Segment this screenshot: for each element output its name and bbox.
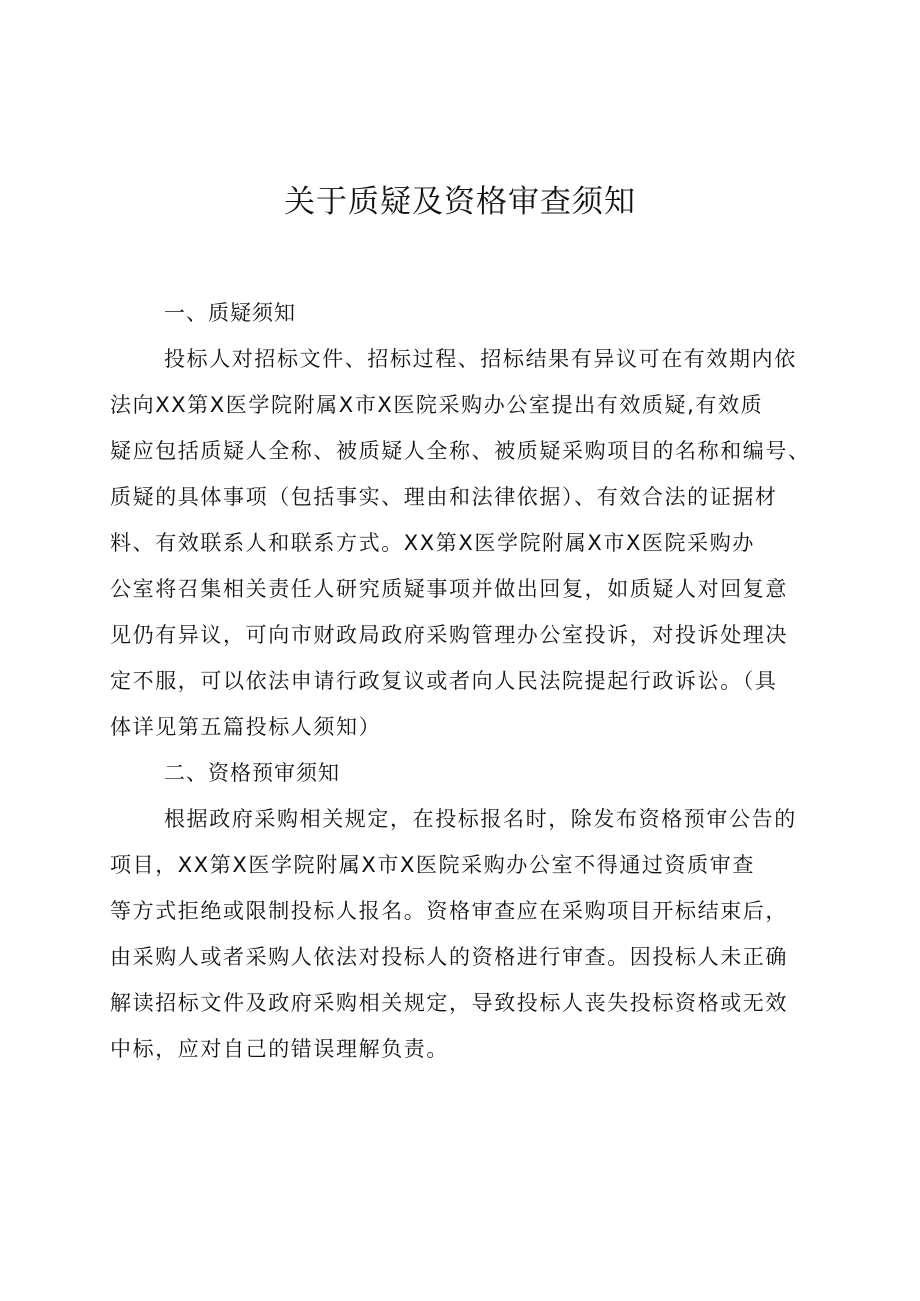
paragraph-line: 料、有效联系人和联系方式。XX第X医学院附属X市X医院采购办 — [110, 531, 755, 555]
paragraph-line: 等方式拒绝或限制投标人报名。资格审查应在采购项目开标结束后， — [110, 899, 788, 923]
section-heading-questions: 一、质疑须知 — [164, 301, 296, 325]
paragraph-line: 根据政府采购相关规定，在投标报名时，除发布资格预审公告的 — [164, 807, 797, 831]
paragraph-line: 法向XX第X医学院附属X市X医院采购办公室提出有效质疑,有效质 — [110, 393, 764, 417]
paragraph-line: 项目，XX第X医学院附属X市X医院采购办公室不得通过资质审查 — [110, 853, 755, 877]
document-title: 关于质疑及资格审查须知 — [284, 184, 636, 220]
paragraph-line: 定不服，可以依法申请行政复议或者向人民法院提起行政诉讼。（具 — [110, 669, 778, 693]
paragraph-line: 见仍有异议，可向市财政局政府采购管理办公室投诉，对投诉处理决 — [110, 623, 788, 647]
document-body — [110, 290, 822, 1072]
paragraph-line: 公室将召集相关责任人研究质疑事项并做出回复，如质疑人对回复意 — [110, 577, 788, 601]
paragraph-line: 疑应包括质疑人全称、被质疑人全称、被质疑采购项目的名称和编号、 — [110, 439, 811, 463]
paragraph-line: 质疑的具体事项（包括事实、理由和法律依据）、有效合法的证据材 — [110, 485, 778, 509]
section-heading-prequalification: 二、资格预审须知 — [164, 761, 340, 785]
paragraph-line: 体详见第五篇投标人须知） — [110, 715, 382, 739]
paragraph-line: 由采购人或者采购人依法对投标人的资格进行审查。因投标人未正确 — [110, 945, 788, 969]
paragraph-line: 中标，应对自己的错误理解负责。 — [110, 1037, 449, 1061]
paragraph-line: 解读招标文件及政府采购相关规定，导致投标人丧失投标资格或无效 — [110, 991, 788, 1015]
paragraph-line: 投标人对招标文件、招标过程、招标结果有异议可在有效期内依 — [164, 347, 797, 371]
